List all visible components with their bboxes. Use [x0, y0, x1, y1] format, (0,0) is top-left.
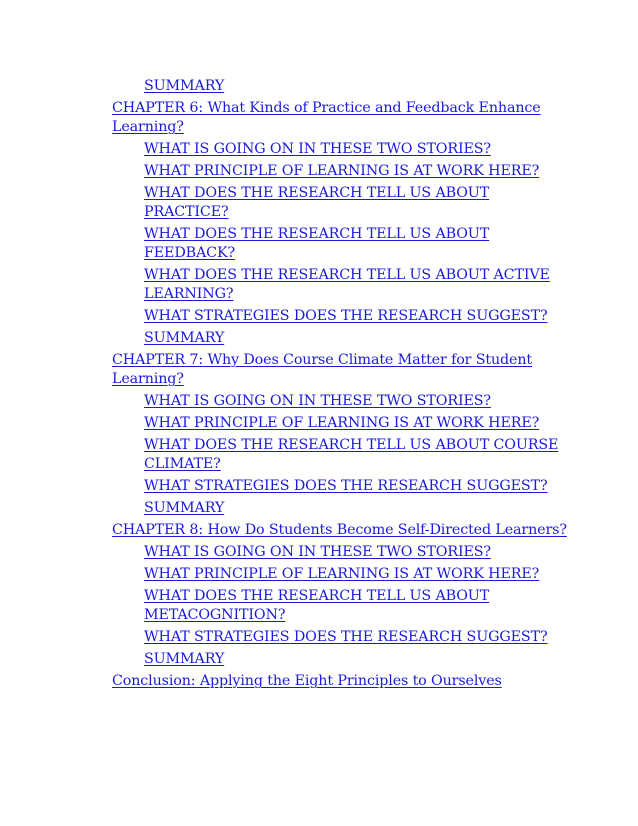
toc-entry-ch8-summary[interactable]: SUMMARY [144, 651, 225, 667]
toc-item [112, 266, 572, 304]
toc-item [112, 565, 572, 584]
toc-item [112, 436, 572, 474]
toc-item [112, 392, 572, 411]
toc-item [112, 414, 572, 433]
toc-entry-conclusion[interactable]: Conclusion: Applying the Eight Principles to Ourselves [112, 673, 502, 689]
toc-item [112, 672, 572, 691]
toc-item [112, 162, 572, 181]
toc-entry-chapter-6[interactable]: CHAPTER 6: What Kinds of Practice and Feedback Enhance Learning? [112, 100, 541, 135]
toc-entry-ch6-principle[interactable]: WHAT PRINCIPLE OF LEARNING IS AT WORK HERE? [144, 163, 540, 179]
toc-entry-ch7-stories[interactable]: WHAT IS GOING ON IN THESE TWO STORIES? [144, 393, 491, 409]
table-of-contents [112, 74, 572, 691]
toc-item [112, 77, 572, 96]
toc-entry-ch7-principle[interactable]: WHAT PRINCIPLE OF LEARNING IS AT WORK HERE? [144, 415, 540, 431]
toc-entry-ch8-principle[interactable]: WHAT PRINCIPLE OF LEARNING IS AT WORK HERE? [144, 566, 540, 582]
toc-entry-ch7-research-climate[interactable]: WHAT DOES THE RESEARCH TELL US ABOUT COURSE CLIMATE? [144, 437, 559, 472]
toc-item [112, 351, 572, 389]
toc-item [112, 99, 572, 137]
toc-entry-ch8-strategies[interactable]: WHAT STRATEGIES DOES THE RESEARCH SUGGEST? [144, 629, 548, 645]
toc-entry-ch6-strategies[interactable]: WHAT STRATEGIES DOES THE RESEARCH SUGGEST? [144, 308, 548, 324]
toc-entry-ch6-summary[interactable]: SUMMARY [144, 330, 225, 346]
toc-item [112, 650, 572, 669]
toc-entry-summary[interactable]: SUMMARY [144, 78, 225, 94]
toc-item [112, 628, 572, 647]
toc-item [112, 140, 572, 159]
toc-entry-ch6-research-feedback[interactable]: WHAT DOES THE RESEARCH TELL US ABOUT FEEDBACK? [144, 226, 490, 261]
toc-entry-ch6-stories[interactable]: WHAT IS GOING ON IN THESE TWO STORIES? [144, 141, 491, 157]
toc-item [112, 329, 572, 348]
toc-entry-ch7-summary[interactable]: SUMMARY [144, 500, 225, 516]
toc-item [112, 499, 572, 518]
toc-entry-ch8-stories[interactable]: WHAT IS GOING ON IN THESE TWO STORIES? [144, 544, 491, 560]
toc-entry-ch6-research-practice[interactable]: WHAT DOES THE RESEARCH TELL US ABOUT PRACTICE? [144, 185, 490, 220]
toc-entry-chapter-7[interactable]: CHAPTER 7: Why Does Course Climate Matter for Student Learning? [112, 352, 533, 387]
toc-item [112, 225, 572, 263]
toc-item [112, 521, 572, 540]
toc-entry-ch8-research-metacognition[interactable]: WHAT DOES THE RESEARCH TELL US ABOUT METACOGNITION? [144, 588, 490, 623]
toc-item [112, 307, 572, 326]
toc-entry-ch7-strategies[interactable]: WHAT STRATEGIES DOES THE RESEARCH SUGGEST? [144, 478, 548, 494]
toc-item [112, 587, 572, 625]
toc-item [112, 477, 572, 496]
toc-entry-chapter-8[interactable]: CHAPTER 8: How Do Students Become Self-Directed Learners? [112, 522, 567, 538]
toc-item [112, 184, 572, 222]
toc-entry-ch6-research-active-learning[interactable]: WHAT DOES THE RESEARCH TELL US ABOUT ACTIVE LEARNING? [144, 267, 550, 302]
toc-item [112, 543, 572, 562]
